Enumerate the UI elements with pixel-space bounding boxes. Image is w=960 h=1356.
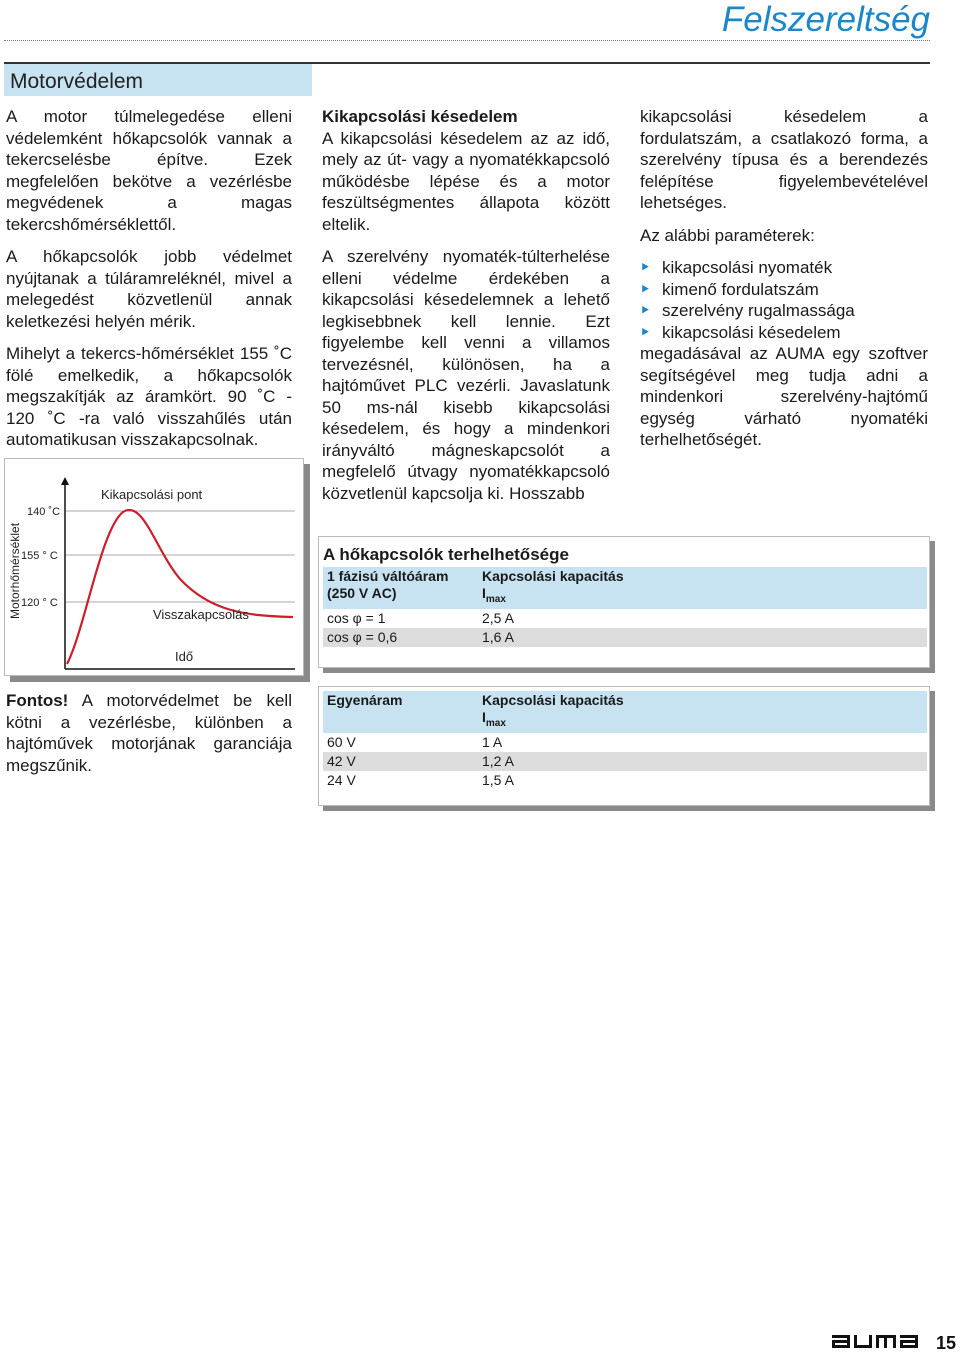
section-rule-right — [312, 62, 930, 64]
header-cell: Egyenáram — [323, 691, 478, 733]
list-item: ‣ kikapcsolási késedelem — [640, 322, 841, 342]
chevron-right-icon: ‣ — [640, 301, 651, 320]
dc-capacity-table — [323, 691, 927, 790]
chevron-right-icon: ‣ — [640, 258, 651, 277]
chart-xlabel: Idő — [175, 649, 194, 664]
y-axis-arrow — [61, 477, 69, 485]
chart-ylabel: Motorhőmérséklet — [8, 522, 22, 619]
important-text: A motorvédelmet be kell kötni a vezérlésbe, különben a hajtóművek motorjának garanciája megszűnik. — [6, 691, 292, 775]
page-header-title: Felszereltség — [721, 0, 930, 39]
table-row: cos φ = 0,6 1,6 A — [323, 628, 927, 647]
paragraph-delay-recommendation: A szerelvény nyomaték-túlterhelése elleni védelme érdekében a kikapcsolási késedelemnek a lehető legkisebbnek kell lennie. Ezt figyelembe kell venni a villamos tervezésnél, különösen, ha a hajtóművet PLC vezérli. Javaslatunk 50 ms-nál kisebb kikapcsolási késedelem, és hogy a mindenkori irányváltó mágneskapcsolót a megfelelő útvagy nyomatékkapcsoló közvetlenül kapcsolja ki. Hosszabb — [322, 247, 610, 503]
paragraph-parameters-intro: Az alábbi paraméterek: — [640, 225, 815, 245]
paragraph-delay-continued: kikapcsolási késedelem a fordulatszám, a csatlakozó forma, a szerelvény típusa és a berendezés felépítése figyelembevételével lehetséges. — [640, 107, 928, 212]
section-bar-gap — [312, 62, 930, 96]
section-title: Motorvédelem — [10, 70, 144, 93]
header-cell-empty — [628, 691, 927, 733]
annotation-reset: Visszakapcsolás — [153, 607, 249, 622]
column-3 — [640, 106, 928, 462]
chevron-right-icon: ‣ — [640, 279, 651, 299]
delay-heading: Kikapcsolási késedelem — [322, 107, 518, 126]
paragraph-auma-software: megadásával az AUMA egy szoftver segítségével meg tudja adni a mindenkori szerelvény-hajtómű egység várható nyomatéki terhelhetőségét. — [640, 344, 928, 449]
chevron-right-icon: ‣ — [640, 322, 651, 342]
list-item: ‣ kikapcsolási nyomaték — [640, 258, 833, 277]
table-row: cos φ = 1 2,5 A — [327, 609, 514, 626]
header-cell: Kapcsolási kapacitás $I_{max}$ — [478, 567, 628, 609]
ac-capacity-table — [323, 567, 927, 647]
table-row: 24 V 1,5 A — [327, 771, 514, 788]
table-row: 42 V 1,2 A — [323, 752, 927, 771]
column-1 — [6, 106, 292, 462]
ytick-155: 155 ° C — [21, 550, 58, 562]
page-number: 15 — [936, 1333, 957, 1353]
ytick-120: 120 ° C — [21, 597, 58, 609]
temperature-curve — [67, 510, 293, 664]
header-cell-empty — [628, 567, 927, 609]
table-row: 60 V 1 A — [327, 733, 503, 750]
table-header-row — [323, 691, 927, 733]
important-label: Fontos! — [6, 691, 69, 710]
parameter-list — [640, 257, 928, 343]
header-cell: Kapcsolási kapacitás $I_{max}$ — [478, 691, 628, 733]
list-item: ‣ szerelvény rugalmassága — [640, 301, 855, 320]
paragraph-delay-definition: A kikapcsolási késedelem az az idő, mely az út- vagy a nyomatékkapcsoló működésbe lépése és a motor feszültségmentes állapota között eltelik. — [322, 128, 610, 234]
thermoswitch-ac-table — [318, 536, 930, 668]
ytick-140: 140 ˚C — [27, 506, 61, 518]
annotation-switch-off: Kikapcsolási pont — [101, 487, 203, 502]
header-cell: 1 fázisú váltóáram (250 V AC) — [323, 567, 478, 609]
thermoswitch-dc-table — [318, 686, 930, 806]
header-divider — [4, 40, 930, 41]
table-title: A hőkapcsolók terhelhetősége — [323, 545, 569, 564]
temperature-chart — [4, 458, 304, 676]
important-note — [6, 690, 292, 776]
table-header-row — [323, 567, 927, 609]
paragraph-protection: A hőkapcsolók jobb védelmet nyújtanak a túláramreléknél, mivel a melegedést közvetlenül annak keletkezési helyén mérik. — [6, 247, 292, 331]
paragraph-overheat: A motor túlmelegedése elleni védelemként hőkapcsolók vannak a tekercselésbe építve. Ezek megfelelően bekötve a vezérlésbe megvédenek a magas tekercshőmérséklettől. — [6, 107, 292, 234]
column-2 — [322, 106, 610, 515]
temperature-chart-svg — [5, 459, 305, 677]
list-item: ‣ kimenő fordulatszám — [640, 279, 819, 299]
paragraph-temperature: Mihelyt a tekercs-hőmérséklet 155 ˚C fölé emelkedik, a hőkapcsolók megszakítják az áramkört. 90 ˚C - 120 ˚C -ra való visszahűlés után automatikusan visszakapcsolnak. — [6, 344, 292, 449]
auma-logo — [832, 1332, 918, 1350]
